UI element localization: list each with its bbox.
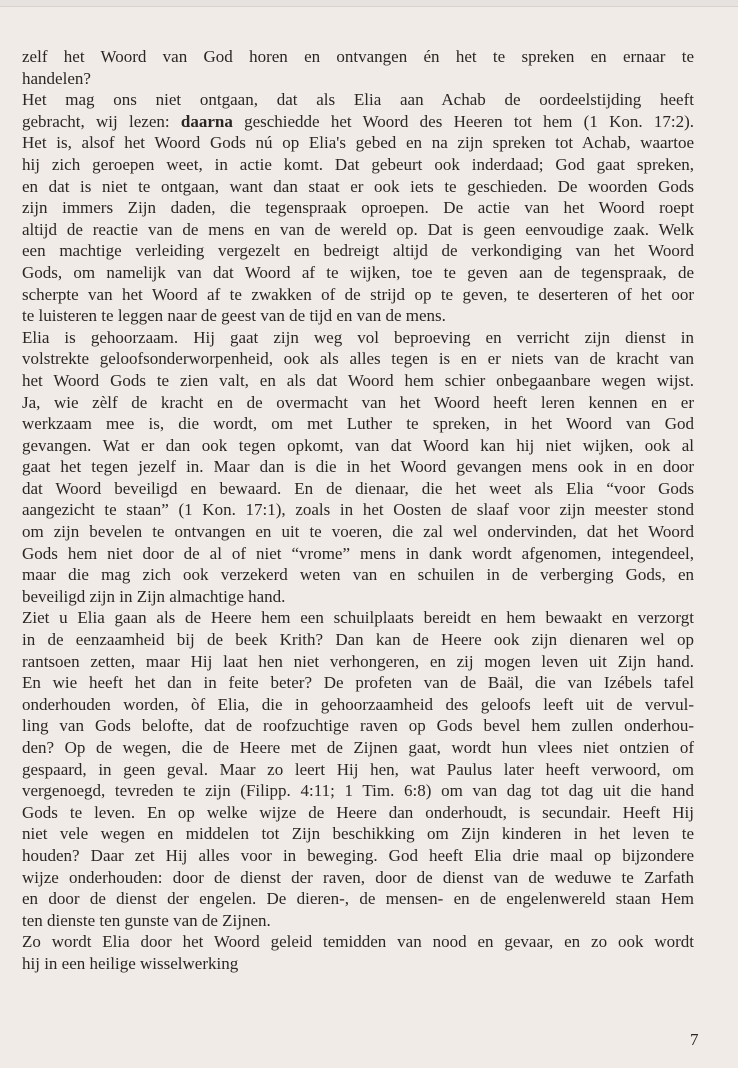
text-line: rantsoen zetten, maar Hij laat hen niet verhongeren, en zij mogen leven uit Zijn hand. — [22, 651, 694, 671]
text-line: altijd de reactie van de mens en van de wereld op. Dat is geen eenvoudige zaak. Welk — [22, 219, 694, 239]
text-line: zijn immers Zijn daden, die tegenspraak oproepen. De actie van het Woord roept — [22, 198, 694, 218]
text-line: aangezicht te staan” (1 Kon. 17:1), zoals in het Oosten de slaaf voor zijn meester stond — [22, 500, 694, 520]
text-line: het Woord Gods te zien valt, en als dat Woord hem schier onbegaanbare wegen wijst. — [22, 370, 694, 390]
text-line: Zo wordt Elia door het Woord geleid temidden van nood en gevaar, en zo ook wordt — [22, 932, 694, 952]
text-line: houden? Daar zet Hij alles voor in beweging. God heeft Elia drie maal op bijzondere — [22, 845, 694, 865]
text-line: hij zich geroepen weet, in actie komt. Dat gebeurt ook inderdaad; God gaat spreken, — [22, 154, 694, 174]
text-line — [22, 111, 694, 133]
text-line: Gods te leven. En op welke wijze de Heere dan onderhoudt, is secundair. Heeft Hij — [22, 802, 694, 822]
text-line: Ziet u Elia gaan als de Heere hem een schuilplaats bereidt en hem bewaakt en verzorgt — [22, 608, 694, 628]
text-line: Het is, alsof het Woord Gods nú op Elia's gebed en na zijn spreken tot Achab, waartoe — [22, 133, 694, 153]
text-line: en dat is niet te ontgaan, want dan staat er ook iets te geschieden. De woorden Gods — [22, 176, 694, 196]
text-line: volstrekte geloofsonderworpenheid, ook als alles tegen is en er niets van de kracht van — [22, 349, 694, 369]
body-text — [22, 46, 694, 975]
text-line: Elia is gehoorzaam. Hij gaat zijn weg vol beproeving en verricht zijn dienst in — [22, 327, 694, 347]
text-line: werkzaam mee is, die wordt, om met Luther te spreken, in het Woord van God — [22, 414, 694, 434]
text-line: scherpte van het Woord af te zwakken of de strijd op te geven, te deserteren of het oor — [22, 284, 694, 304]
emphasized-word: daarna — [180, 111, 233, 131]
text-line: een machtige verleiding vergezelt en bedreigt altijd de verkondiging van het Woord — [22, 241, 694, 261]
text-line: zelf het Woord van God horen en ontvangen én het te spreken en ernaar te — [22, 47, 694, 66]
text-line: den? Op de wegen, die de Heere met de Zijnen gaat, wordt hun vlees niet ontzien of — [22, 738, 694, 757]
text-line: maar die mag zich ook verzekerd weten van en schuilen in de verberging Gods, en — [22, 565, 694, 585]
text-line: En wie heeft het dan in feite beter? De profeten van de Baäl, die van Izébels tafel — [22, 673, 694, 693]
text-line: onderhouden worden, òf Elia, die in gehoorzaamheid des geloofs leeft uit de vervul- — [22, 694, 694, 714]
text-line: dat Woord beveiligd en bewaard. En de dienaar, die het weet als Elia “voor Gods — [22, 478, 694, 498]
text-line: gevangen. Wat er dan ook tegen opkomt, van dat Woord kan hij niet wijken, ook al — [22, 435, 694, 455]
page-top-edge — [0, 0, 738, 7]
text-line: Het mag ons niet ontgaan, dat als Elia aan Achab de oordeelstijding heeft — [22, 90, 694, 110]
text-line: beveiligd zijn in Zijn almachtige hand. — [22, 586, 286, 606]
text-line: om zijn bevelen te ontvangen en uit te voeren, die zal wel ondervinden, dat het Woord — [22, 522, 694, 542]
text-line: wijze onderhouden: door de dienst der raven, door de dienst van de weduwe te Zarfath — [22, 867, 694, 887]
text-line: Gods hem niet door de al of niet “vrome” mens in dank wordt afgenomen, integendeel, — [22, 543, 694, 563]
text-line: niet vele wegen en middelen tot Zijn beschikking om Zijn kinderen in het leven te — [22, 824, 694, 844]
text-segment: gebracht, wij lezen: — [22, 111, 181, 131]
text-segment: geschiedde het Woord des Heeren tot hem (1 Kon. 17:2). — [232, 111, 694, 131]
text-line: Gods, om namelijk van dat Woord af te wijken, toe te geven aan de tegenspraak, de — [22, 262, 694, 282]
text-line: ten dienste ten gunste van de Zijnen. — [22, 910, 271, 930]
page-number: 7 — [690, 1030, 699, 1049]
text-line: te luisteren te leggen naar de geest van de tijd en van de mens. — [22, 306, 446, 326]
text-line: Ja, wie zèlf de kracht en de overmacht van het Woord heeft leren kennen en er — [22, 392, 694, 412]
text-line: handelen? — [22, 68, 91, 88]
text-line: gaat het tegen jezelf in. Maar dan is die in het Woord gevangen mens ook in en door — [22, 457, 694, 477]
text-line: vergenoegd, tevreden te zijn (Filipp. 4:11; 1 Tim. 6:8) om van dag tot dag uit die hand — [22, 781, 694, 801]
text-line: ling van Gods belofte, dat de roofzuchtige raven op Gods bevel hem zullen onderhou- — [22, 716, 694, 736]
text-line: en door de dienst der engelen. De dieren-, de mensen- en de engelenwereld staan Hem — [22, 889, 694, 909]
text-line: in de eenzaamheid bij de beek Krith? Dan kan de Heere ook zijn dienaren wel op — [22, 630, 694, 650]
text-line: hij in een heilige wisselwerking — [22, 953, 239, 973]
text-line: gespaard, in geen geval. Maar zo leert Hij hen, wat Paulus later heeft verwoord, om — [22, 759, 694, 779]
